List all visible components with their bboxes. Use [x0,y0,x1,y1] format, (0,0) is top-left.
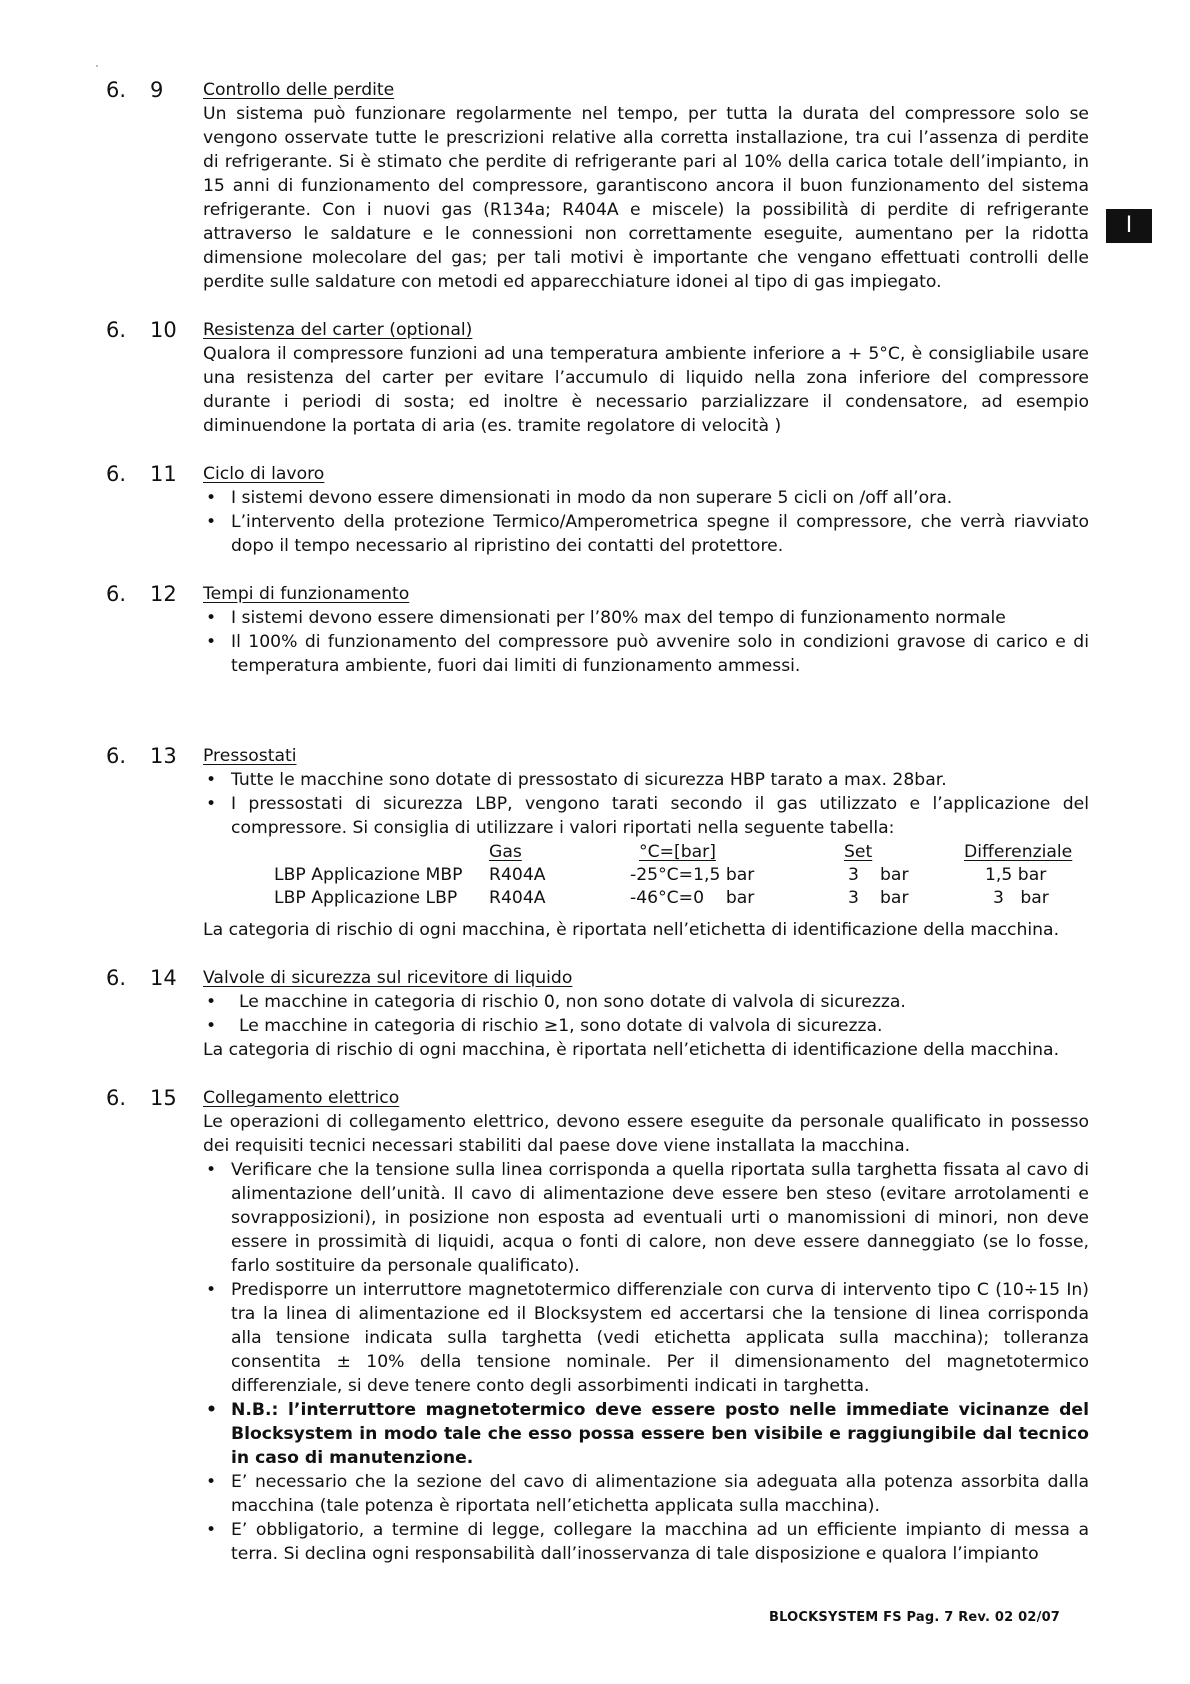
list-item: • I sistemi devono essere dimensionati per l’80% max del tempo di funzionamento normale [203,606,1089,630]
section-title: Pressostati [203,746,297,766]
section-title: Valvole di sicurezza sul ricevitore di liquido [203,968,573,988]
section-text: Qualora il compressore funzioni ad una temperatura ambiente inferiore a + 5°C, è consigliabile usare una resistenza del carter per evitare l’accumulo di liquido nella zona inferiore del compressore durante i periodi di sosta; ed inoltre è necessario parzializzare il condensatore, ad esempio diminuendone la portata di aria (es. tramite regolatore di velocità ) [203,344,1089,436]
section-title: Ciclo di lavoro [203,464,325,484]
list-item: • E’ obbligatorio, a termine di legge, collegare la macchina ad un efficiente impianto di messa a terra. Si declina ogni responsabilità dall’inosservanza di tale disposizione e qualora l’impianto [203,1518,1089,1566]
list-item: • Tutte le macchine sono dotate di pressostato di sicurezza HBP tarato a max. 28bar. [203,768,1089,792]
list-item: • Verificare che la tensione sulla linea corrisponda a quella riportata sulla targhetta fissata al cavo di alimentazione dell’unità. Il cavo di alimentazione deve essere ben steso (evitare arrotolamenti e sovrapposizioni), in posizione non esposta ad eventuali urti o manomissioni di minori, non deve essere in prossimità di liquidi, acqua o fonti di calore, non deve essere danneggiato (se lo fosse, farlo sostituire da personale qualificato). [203,1158,1089,1278]
list-item: • Le macchine in categoria di rischio ≥1, sono dotate di valvola di sicurezza. [203,1014,1089,1038]
col-header-temp: °C=[bar] [639,842,716,862]
table-row: LBP Applicazione LBP R404A -46°C=0 bar 3 bar 3 bar [274,888,1049,908]
section-text: Le operazioni di collegamento elettrico, devono essere eseguite da personale qualificato in possesso dei requisiti tecnici necessari stabiliti dal paese dove viene installata la macchina. [203,1112,1089,1156]
section-title: Resistenza del carter (optional) [203,320,473,340]
table-row: LBP Applicazione MBP R404A -25°C=1,5 bar 3 bar 1,5 bar [274,865,1047,885]
list-item: • I pressostati di sicurezza LBP, vengono tarati secondo il gas utilizzato e l’applicazione del compressore. Si consiglia di utilizzare i valori riportati nella seguente tabella: [203,792,1089,840]
risk-category-note: La categoria di rischio di ogni macchina, è riportata nell’etichetta di identificazione della macchina. [203,920,1060,940]
list-item: • E’ necessario che la sezione del cavo di alimentazione sia adeguata alla potenza assorbita dalla macchina (tale potenza è riportata nell’etichetta applicata sulla macchina). [203,1470,1089,1518]
col-header-set: Set [844,842,873,862]
section-title: Controllo delle perdite [203,80,395,100]
page-footer: BLOCKSYSTEM FS Pag. 7 Rev. 02 02/07 [769,1610,1061,1625]
risk-category-note: La categoria di rischio di ogni macchina, è riportata nell’etichetta di identificazione della macchina. [203,1040,1060,1060]
table-header-row [270,840,1090,863]
list-item-note: • N.B.: l’interruttore magnetotermico deve essere posto nelle immediate vicinanze del Blocksystem in modo tale che esso possa essere ben visibile e raggiungibile dal tecnico in caso di manutenzione. [203,1398,1089,1470]
language-tab: I [1106,209,1152,243]
list-item: • I sistemi devono essere dimensionati in modo da non superare 5 cicli on /off all’ora. [203,486,1089,510]
col-header-diff: Differenziale [964,842,1073,862]
list-item: • Le macchine in categoria di rischio 0, non sono dotate di valvola di sicurezza. [203,990,1089,1014]
section-text: Un sistema può funzionare regolarmente nel tempo, per tutta la durata del compressore solo se vengono osservate tutte le prescrizioni relative alla corretta installazione, tra cui l’assenza di perdite di refrigerante. Si è stimato che perdite di refrigerante pari al 10% della carica totale dell’impianto, in 15 anni di funzionamento del compressore, garantiscono ancora il buon funzionamento del sistema refrigerante. Con i nuovi gas (R134a; R404A e miscele) la possibilità di perdite di refrigerante attraverso le saldature e le connessioni non correttamente eseguite, aumentano per la ridotta dimensione molecolare del gas; per tali motivi è importante che vengano effettuati controlli delle perdite sulle saldature con metodi ed apparecchiature idonei al tipo di gas impiegato. [203,104,1089,292]
pressostati-table [270,840,1090,909]
list-item: • Predisporre un interruttore magnetotermico differenziale con curva di intervento tipo C (10÷15 In) tra la linea di alimentazione ed il Blocksystem ed accertarsi che la tensione di linea corrisponda alla tensione indicata sulla targhetta (vedi etichetta applicata sulla macchina); tolleranza consentita ± 10% della tensione nominale. Per il dimensionamento del magnetotermico differenziale, si deve tenere conto degli assorbimenti indicati in targhetta. [203,1278,1089,1398]
section-title: Tempi di funzionamento [203,584,410,604]
scan-dot [96,65,98,67]
col-header-gas: Gas [489,842,522,862]
list-item: • L’intervento della protezione Termico/Amperometrica spegne il compressore, che verrà riavviato dopo il tempo necessario al ripristino dei contatti del protettore. [203,510,1089,558]
section-title: Collegamento elettrico [203,1088,400,1108]
list-item: • Il 100% di funzionamento del compressore può avvenire solo in condizioni gravose di carico e di temperatura ambiente, fuori dai limiti di funzionamento ammessi. [203,630,1089,678]
